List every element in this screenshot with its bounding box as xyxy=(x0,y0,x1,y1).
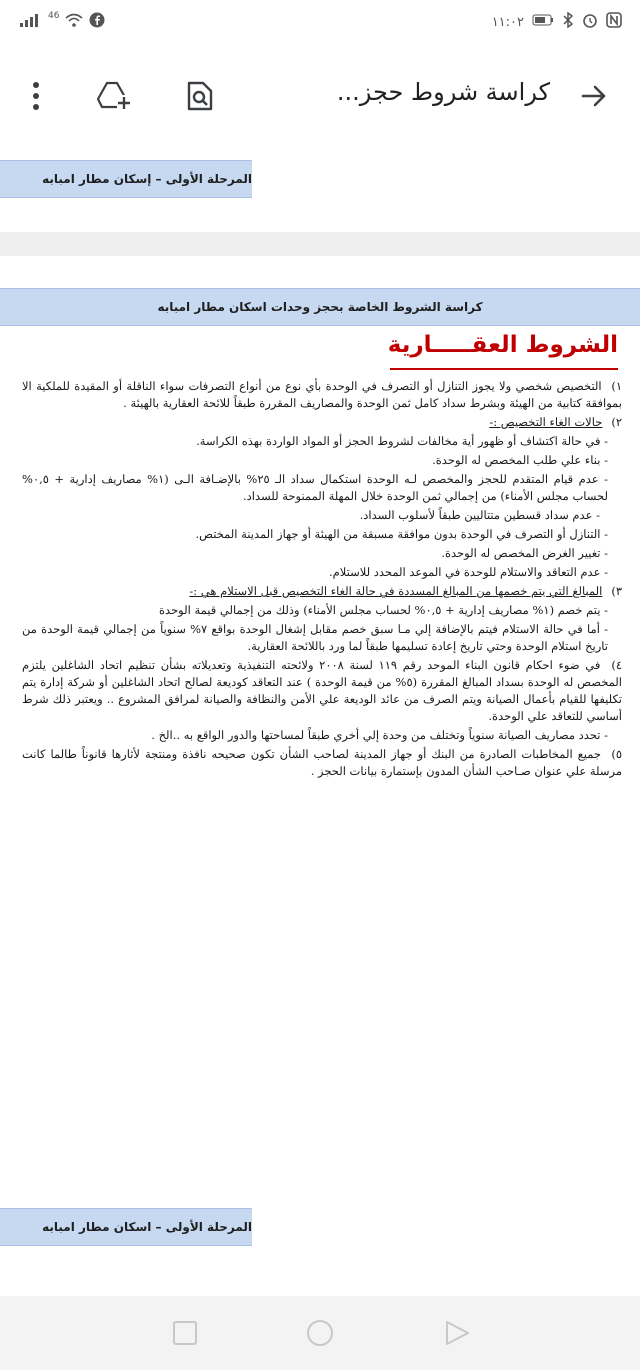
list-item: - في حالة اكتشاف أو ظهور أية مخالفات لشروط الحجز أو المواد الواردة بهذه الكراسة. xyxy=(196,434,608,448)
search-document-icon[interactable] xyxy=(178,74,222,118)
clause-title: حالات الغاء التخصيص :- xyxy=(489,415,603,429)
page1-footer-text: المرحلة الأولى – إسكان مطار امبابه xyxy=(42,172,252,186)
status-bar xyxy=(0,0,640,46)
list-item: - عدم سداد قسطين متتاليين طبقاً لأسلوب السداد. xyxy=(359,508,600,522)
battery-icon xyxy=(532,14,554,30)
back-arrow-icon[interactable] xyxy=(572,74,616,118)
bluetooth-icon xyxy=(562,12,574,32)
system-nav-bar xyxy=(0,1296,640,1370)
recents-square-icon[interactable] xyxy=(170,1318,200,1348)
facebook-icon xyxy=(89,12,105,32)
pdf-page-1 xyxy=(0,136,640,232)
status-left xyxy=(18,12,105,32)
list-item: - بناء علي طلب المخصص له الوحدة. xyxy=(432,453,608,467)
back-triangle-icon[interactable] xyxy=(442,1318,472,1348)
page-gap xyxy=(0,232,640,256)
page2-header-text: كراسة الشروط الخاصة بحجز وحدات اسكان مطار امبابه xyxy=(157,300,483,314)
clause-1 xyxy=(22,378,622,412)
clause-title: المبالغ التي يتم خصمها من المبالغ المسددة في حالة الغاء التخصيص قبل الاستلام هي :- xyxy=(189,584,603,598)
add-to-drive-icon[interactable] xyxy=(92,74,136,118)
heading-underline xyxy=(390,368,618,370)
page2-footer-band xyxy=(0,1208,252,1246)
app-toolbar xyxy=(0,58,640,136)
document-body xyxy=(22,378,622,782)
signal-icon xyxy=(18,13,42,31)
home-circle-icon[interactable] xyxy=(305,1318,335,1348)
list-item: - تغيير الغرض المخصص له الوحدة. xyxy=(441,546,608,560)
clause-2-title xyxy=(22,414,622,431)
clause-number: ٢) xyxy=(611,415,622,429)
list-item: - عدم قيام المتقدم للحجز والمخصص لـه الوحدة استكمال سداد الـ ٢٥% بالإضـافة الـى (١% مصاريف إدارية + ٠,٥% لحساب مجلس الأمناء) من إجمالي ثمن الوحدة خلال المهلة الممنوحة للسداد. xyxy=(22,472,608,503)
clause-3-title xyxy=(22,583,622,600)
status-right xyxy=(492,12,622,32)
clause-number: ٤) xyxy=(611,658,623,672)
more-options-icon[interactable] xyxy=(14,74,58,118)
clause-number: ١) xyxy=(611,379,623,393)
page2-footer-text: المرحلة الأولى – اسكان مطار امبابه xyxy=(42,1220,252,1234)
clause-number: ٣) xyxy=(611,584,622,598)
clause-4 xyxy=(22,657,622,725)
list-item: - يتم خصم (١% مصاريف إدارية + ٠,٥% لحساب مجلس الأمناء) وذلك من إجمالي قيمة الوحدة xyxy=(159,603,608,617)
clause-text: التخصيص شخصي ولا يجوز التنازل أو التصرف في الوحدة بأي نوع من أنواع التصرفات سواء الناقلة أو المقيدة للملكية الا بموافقة كتابية من الهيئة وبشرط سداد كامل ثمن الوحدة والمصاريف المقررة طبقاً للائحة العقارية بالهيئة . xyxy=(22,379,622,410)
clause-number: ٥) xyxy=(611,747,622,761)
wifi-icon xyxy=(65,13,83,31)
page1-footer-band xyxy=(0,160,252,198)
list-item: - تحدد مصاريف الصيانة سنوياً وتختلف من وحدة إلي أخري طبقاً لمساحتها والدور الواقع به ..الخ . xyxy=(151,728,608,742)
section-heading: الشروط العقـــــارية xyxy=(387,332,618,358)
clause-text: جميع المخاطبات الصادرة من البنك أو جهاز المدينة لصاحب الشأن تكون صحيحه نافذة ومنتجة لأثارها قانوناً طالما كانت مرسلة علي عنوان صـاحب الشأن المدون بإستمارة بيانات الحجز . xyxy=(22,747,622,778)
clause-5 xyxy=(22,746,622,780)
page2-header-band xyxy=(0,288,640,326)
list-item: - عدم التعاقد والاستلام للوحدة في الموعد المحدد للاستلام. xyxy=(328,565,608,579)
list-item: - أما في حالة الاستلام فيتم بالإضافة إلي مـا سبق خصم مقابل إشغال الوحدة بواقع ٧% سنوياً من إجمالي قيمة الوحدة من تاريخ استلام الوحدة وحتي تاريخ إعادة تسليمها طبقاً لما ورد باللائحة العقارية. xyxy=(22,622,608,653)
clause-text: في ضوء احكام قانون البناء الموحد رقم ١١٩ لسنة ٢٠٠٨ ولائحته التنفيذية وتعديلاته بشأن تنظيم اتحاد الشاغلين يلتزم المخصص له الوحدة بسداد المبالغ المقررة (٥% من قيمة الوحدة ) عند التعاقد كوديعة لصالح اتحاد الشاغلين أو شركة إدارة يتم تكليفها للقيام بأعمال الصيانة ويتم الصرف من عائد الوديعة علي الأمن والنظافة والصيانة لمرافق المشروع .. ويعتبر ذلك شرط أساسي للتعاقد علي الوحدة. xyxy=(22,658,622,723)
nfc-icon xyxy=(606,12,622,32)
time: ١١:٠٢ xyxy=(491,14,524,30)
document-title: كراسة شروط حجز... xyxy=(336,78,550,106)
alarm-icon xyxy=(582,12,598,32)
network-type: 46 xyxy=(48,11,60,21)
list-item: - التنازل أو التصرف في الوحدة بدون موافقة مسبقة من الهيئة أو جهاز المدينة المختص. xyxy=(195,527,608,541)
